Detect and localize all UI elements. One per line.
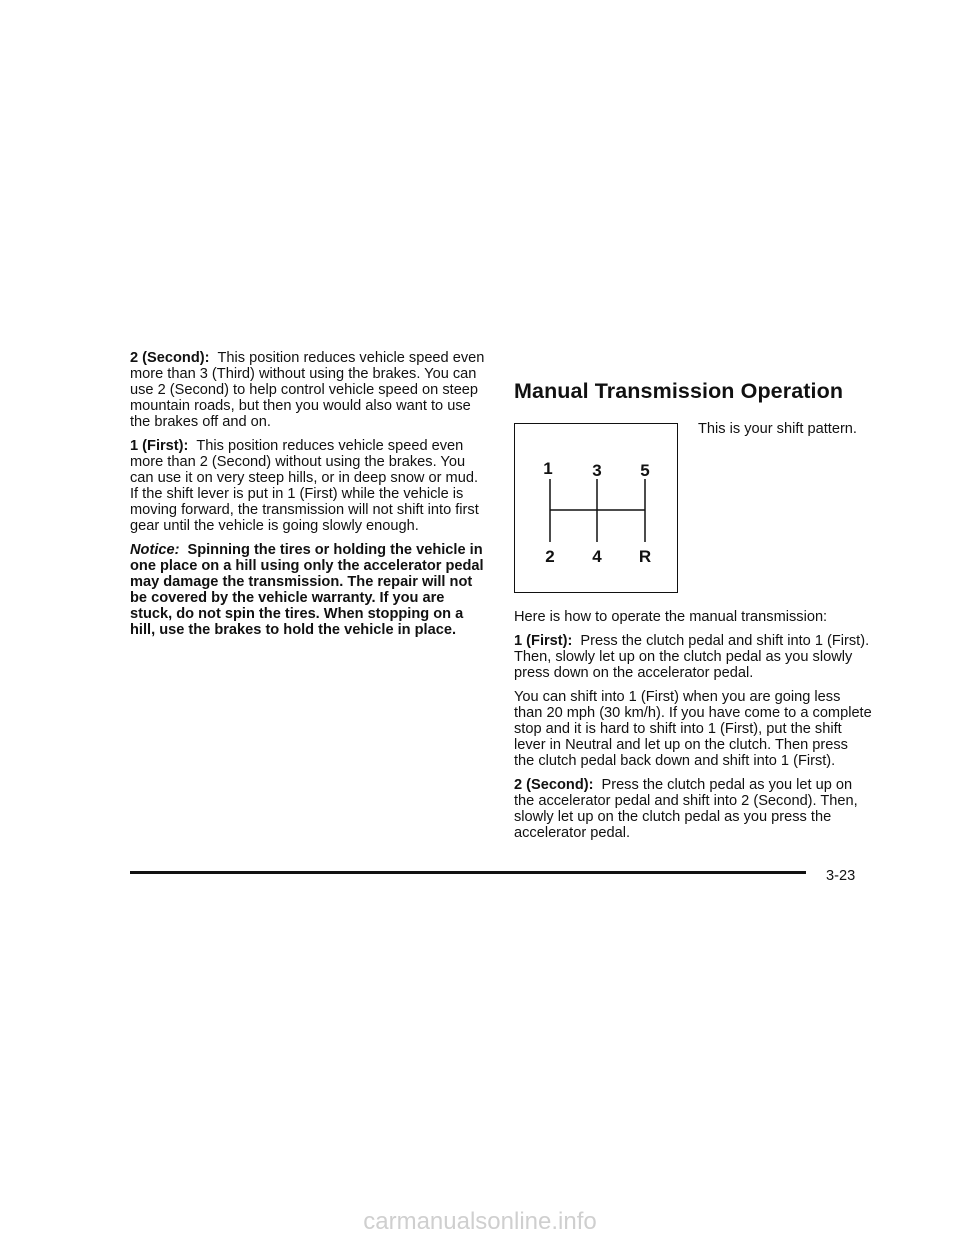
section-heading: Manual Transmission Operation (514, 379, 844, 403)
notice-text: Spinning the tires or holding the vehicle in one place on a hill using only the accelerator pedal may damage the transmission. The repair will not be covered by the vehicle warranty. If you are stuck, do not spin the tires. When stopping on a hill, use the brakes to hold the vehicle in place. (130, 542, 484, 638)
text-2-second: This position reduces vehicle speed even more than 3 (Third) without using the brakes. You can use 2 (Second) to help control vehicle speed on steep mountain roads, but then you would also want to use the brakes off and on. (130, 350, 485, 430)
notice-label: Notice: (130, 542, 180, 558)
text-1-first: This position reduces vehicle speed even more than 2 (Second) without using the brakes. You can use it on very steep hills, or in deep snow or mud. If the shift lever is put in 1 (First) while the vehicle is moving forward, the transmission will not shift into first gear until the vehicle is going slowly enough. (130, 438, 479, 534)
paragraph-r-1-first (514, 633, 872, 681)
diagram-caption: This is your shift pattern. (698, 421, 857, 437)
paragraph-2-second (130, 350, 488, 430)
label-1-first: 1 (First): (130, 438, 189, 454)
right-column-body (514, 609, 872, 849)
label-r-1-first: 1 (First): (514, 633, 573, 649)
watermark: carmanualsonline.info (363, 1208, 597, 1235)
gear-label-r: R (638, 547, 652, 566)
intro-paragraph: Here is how to operate the manual transmission: (514, 609, 828, 625)
paragraph-1-first (130, 438, 488, 534)
text-r-2-second: Press the clutch pedal as you let up on the accelerator pedal and shift into 2 (Second). Then, slowly let up on the clutch pedal as you press the accelerator pedal. (514, 777, 858, 841)
notice-paragraph (130, 542, 488, 638)
footer-rule (130, 871, 806, 874)
gear-label-4: 4 (592, 547, 602, 566)
gear-label-1: 1 (543, 459, 553, 478)
gear-label-5: 5 (640, 461, 650, 480)
page-number: 3-23 (826, 868, 856, 884)
left-column (130, 350, 488, 646)
label-2-second: 2 (Second): (130, 350, 210, 366)
shift-pattern-diagram (514, 423, 678, 593)
paragraph-r-2-second (514, 777, 872, 841)
gear-label-2: 2 (545, 547, 555, 566)
paragraph-shift-first: You can shift into 1 (First) when you are going less than 20 mph (30 km/h). If you have come to a complete stop and it is hard to shift into 1 (First), put the shift lever in Neutral and let up on the clutch. Then press the clutch pedal back down and shift into 1 (First). (514, 689, 872, 769)
gear-label-3: 3 (592, 461, 602, 480)
shift-pattern-svg (515, 424, 676, 591)
text-r-1-first: Press the clutch pedal and shift into 1 (First). Then, slowly let up on the clutch pedal as you slowly press down on the accelerator pedal. (514, 633, 870, 681)
label-r-2-second: 2 (Second): (514, 777, 594, 793)
